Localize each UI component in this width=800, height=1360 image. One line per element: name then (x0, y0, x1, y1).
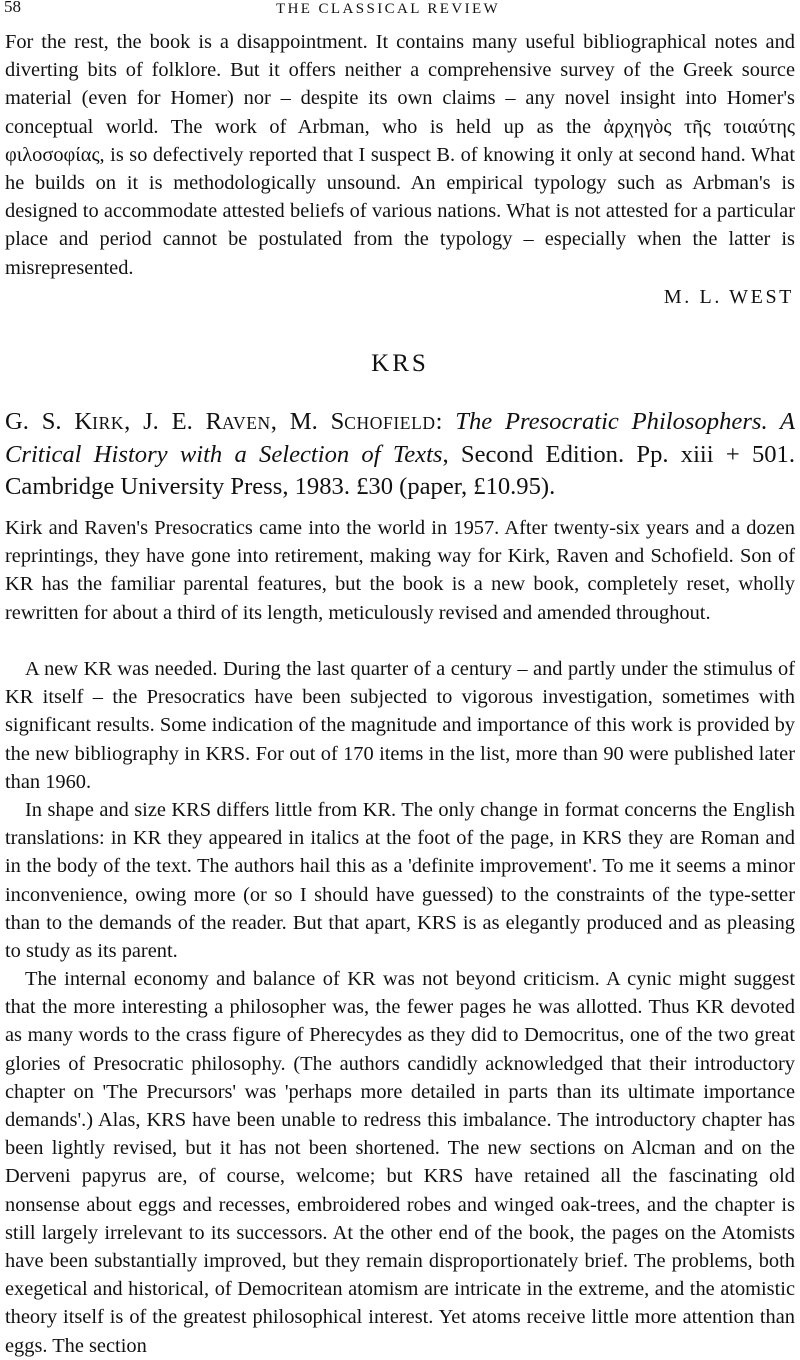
review-paragraph-3: In shape and size KRS differs little from KR. The only change in format concerns the English translations: in KR they appeared in italics at the foot of the page, in KRS they are Roman and in the body of the text. The authors hail this as a 'definite improvement'. To me it seems a minor inconvenience, owing more (or so I should have guessed) to the constraints of the type-setter than to the demands of the reader. But that apart, KRS is as elegantly produced and as pleasing to study as its parent. (5, 799, 795, 963)
review-paragraph-1: Kirk and Raven's Presocratics came into the world in 1957. After twenty-six years and a dozen reprintings, they have gone into retirement, making way for Kirk, Raven and Schofield. Son of KR has the familiar parental features, but the book is a new book, completely reset, wholly rewritten for about a third of its length, meticulously revised and amended throughout. (5, 517, 795, 624)
book-title: The Presocratic Philosophers. A Critical History with a Selection of Texts (5, 408, 796, 468)
author-raven-initial: , J. E. R (124, 408, 223, 435)
author-kirk-rest: IRK (92, 413, 125, 433)
author-kirk-initial: G. S. K (5, 408, 93, 435)
author-schofield-initial: , M. S (270, 408, 345, 435)
review-paragraph-2: A new KR was needed. During the last quarter of a century – and partly under the stimulus of KR itself – the Presocratics have been subjected to vigorous investigation, sometimes with significant results. Some indication of the magnitude and importance of this work is provided by the new bibliography in KRS. For out of 170 items in the list, more than 90 were published later than 1960. (5, 658, 795, 793)
author-raven-rest: AVEN (222, 413, 271, 433)
citation-colon: : (435, 408, 456, 435)
journal-title: THE CLASSICAL REVIEW (276, 1, 501, 17)
review-closing-paragraph: For the rest, the book is a disappointment. It contains many useful bibliographical notes and diverting bits of folklore. But it offers neither a comprehensive survey of the Greek source material (even for Homer) nor – despite its own claims – any novel insight into Homer's conceptual world. The work of Arbman, who is held up as the ἀρχηγὸς τῆς τοιαύτης φιλοσοφίας, is so defectively reported that I suspect B. of knowing it only at second hand. What he builds on it is methodologically unsound. An empirical typology such as Arbman's is designed to accommodate attested beliefs of various nations. What is not attested for a particular place and period cannot be postulated from the typology – especially when the latter is misrepresented. (5, 31, 795, 279)
author-schofield-rest: CHOFIELD (344, 413, 436, 433)
book-citation (5, 406, 795, 503)
running-head (4, 0, 800, 22)
review-paragraph-4: The internal economy and balance of KR was not beyond criticism. A cynic might suggest that the more interesting a philosopher was, the fewer pages he was allotted. Thus KR devoted as many words to the crass figure of Pherecydes as they did to Democritus, one of the two great glories of Presocratic philosophy. (The authors candidly acknowledged that their introductory chapter on 'The Precursors' was 'perhaps more detailed in parts than its ultimate importance demands'.) Alas, KRS have been unable to redress this imbalance. The introductory chapter has been lightly revised, but it has not been shortened. The new sections on Alcman and on the Derveni papyrus are, of course, welcome; but KRS have retained all the fascinating old nonsense about eggs and recesses, embroidered robes and winged oak-trees, and the chapter is still largely irrelevant to its successors. At the other end of the book, the pages on the Atomists have been substantially improved, but they remain disproportionately brief. The problems, both exegetical and historical, of Democritean atomism are intricate in the extreme, and the atomistic theory itself is of the greatest philosophical interest. Yet atoms receive little more attention than eggs. The section (5, 968, 795, 1357)
section-title: KRS (371, 350, 429, 377)
page-number: 58 (4, 0, 21, 16)
reviewer-signature: M. L. WEST (663, 286, 794, 308)
book-details: , Second Edition. Pp. xiii + 501. Cambridge University Press, 1983. £30 (paper, £10.95). (5, 441, 796, 500)
